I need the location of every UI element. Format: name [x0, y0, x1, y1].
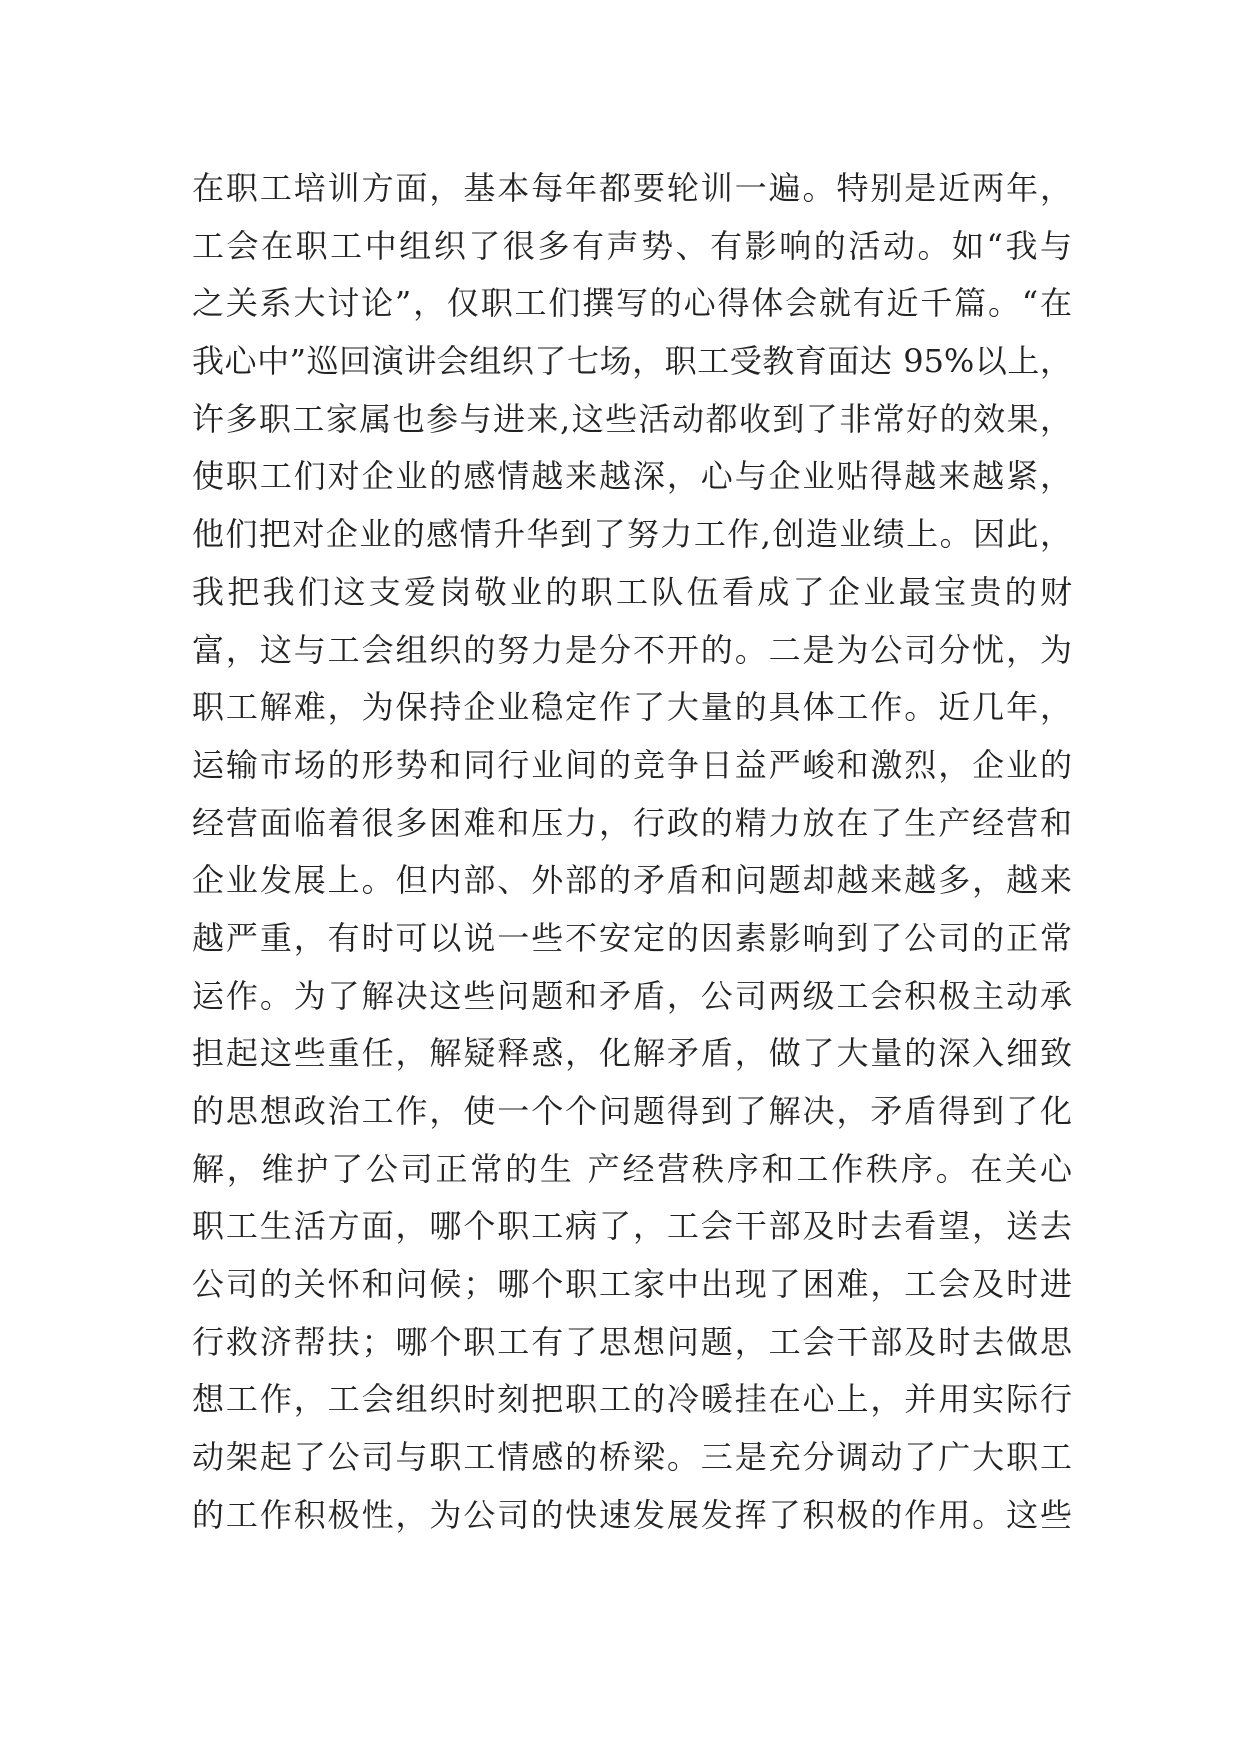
text-line: 公司的关怀和问候；哪个职工家中出现了困难，工会及时进: [192, 1265, 1072, 1304]
text-line: 想工作，工会组织时刻把职工的冷暖挂在心上，并用实际行: [192, 1380, 1072, 1419]
text-line: 工会在职工中组织了很多有声势、有影响的活动。如“我与: [192, 226, 1072, 265]
text-line: 的思想政治工作，使一个个问题得到了解决，矛盾得到了化: [192, 1092, 1072, 1130]
text-line: 在职工培训方面，基本每年都要轮训一遍。特别是近两年，: [192, 169, 1072, 207]
body-text: [192, 160, 1072, 1545]
text-line: 越严重，有时可以说一些不安定的因素影响到了公司的正常: [192, 918, 1072, 957]
text-line: 职工解难，为保持企业稳定作了大量的具体工作。近几年，: [192, 688, 1072, 727]
text-line: 运作。为了解决这些问题和矛盾，公司两级工会积极主动承: [192, 976, 1072, 1015]
text-line: 使职工们对企业的感情越来越深，心与企业贴得越来越紧，: [192, 457, 1072, 496]
text-line: 运输市场的形势和同行业间的竞争日益严峻和激烈，企业的: [192, 745, 1072, 784]
text-line: 企业发展上。但内部、外部的矛盾和问题却越来越多，越来: [192, 861, 1072, 900]
text-line: 的工作积极性，为公司的快速发展发挥了积极的作用。这些: [192, 1495, 1072, 1534]
text-line: 他们把对企业的感情升华到了努力工作,创造业绩上。因此，: [192, 515, 1072, 554]
text-line: 之关系大讨论”，仅职工们撰写的心得体会就有近千篇。“在: [192, 284, 1072, 323]
text-line: 职工生活方面，哪个职工病了，工会干部及时去看望，送去: [192, 1207, 1072, 1246]
text-line: 行救济帮扶；哪个职工有了思想问题，工会干部及时去做思: [192, 1322, 1072, 1361]
text-line: 经营面临着很多困难和压力，行政的精力放在了生产经营和: [192, 803, 1072, 842]
text-line: 我心中”巡回演讲会组织了七场，职工受教育面达 95%以上，: [192, 342, 1072, 381]
text-line: 担起这些重任，解疑释惑，化解矛盾，做了大量的深入细致: [192, 1034, 1072, 1073]
text-line: 我把我们这支爱岗敬业的职工队伍看成了企业最宝贵的财: [192, 572, 1072, 611]
text-line: 许多职工家属也参与进来,这些活动都收到了非常好的效果，: [192, 399, 1072, 438]
text-line: 解，维护了公司正常的生 产经营秩序和工作秩序。在关心: [192, 1149, 1072, 1188]
text-line: 富，这与工会组织的努力是分不开的。二是为公司分忧，为: [192, 630, 1072, 669]
text-line: 动架起了公司与职工情感的桥梁。三是充分调动了广大职工: [192, 1438, 1072, 1477]
